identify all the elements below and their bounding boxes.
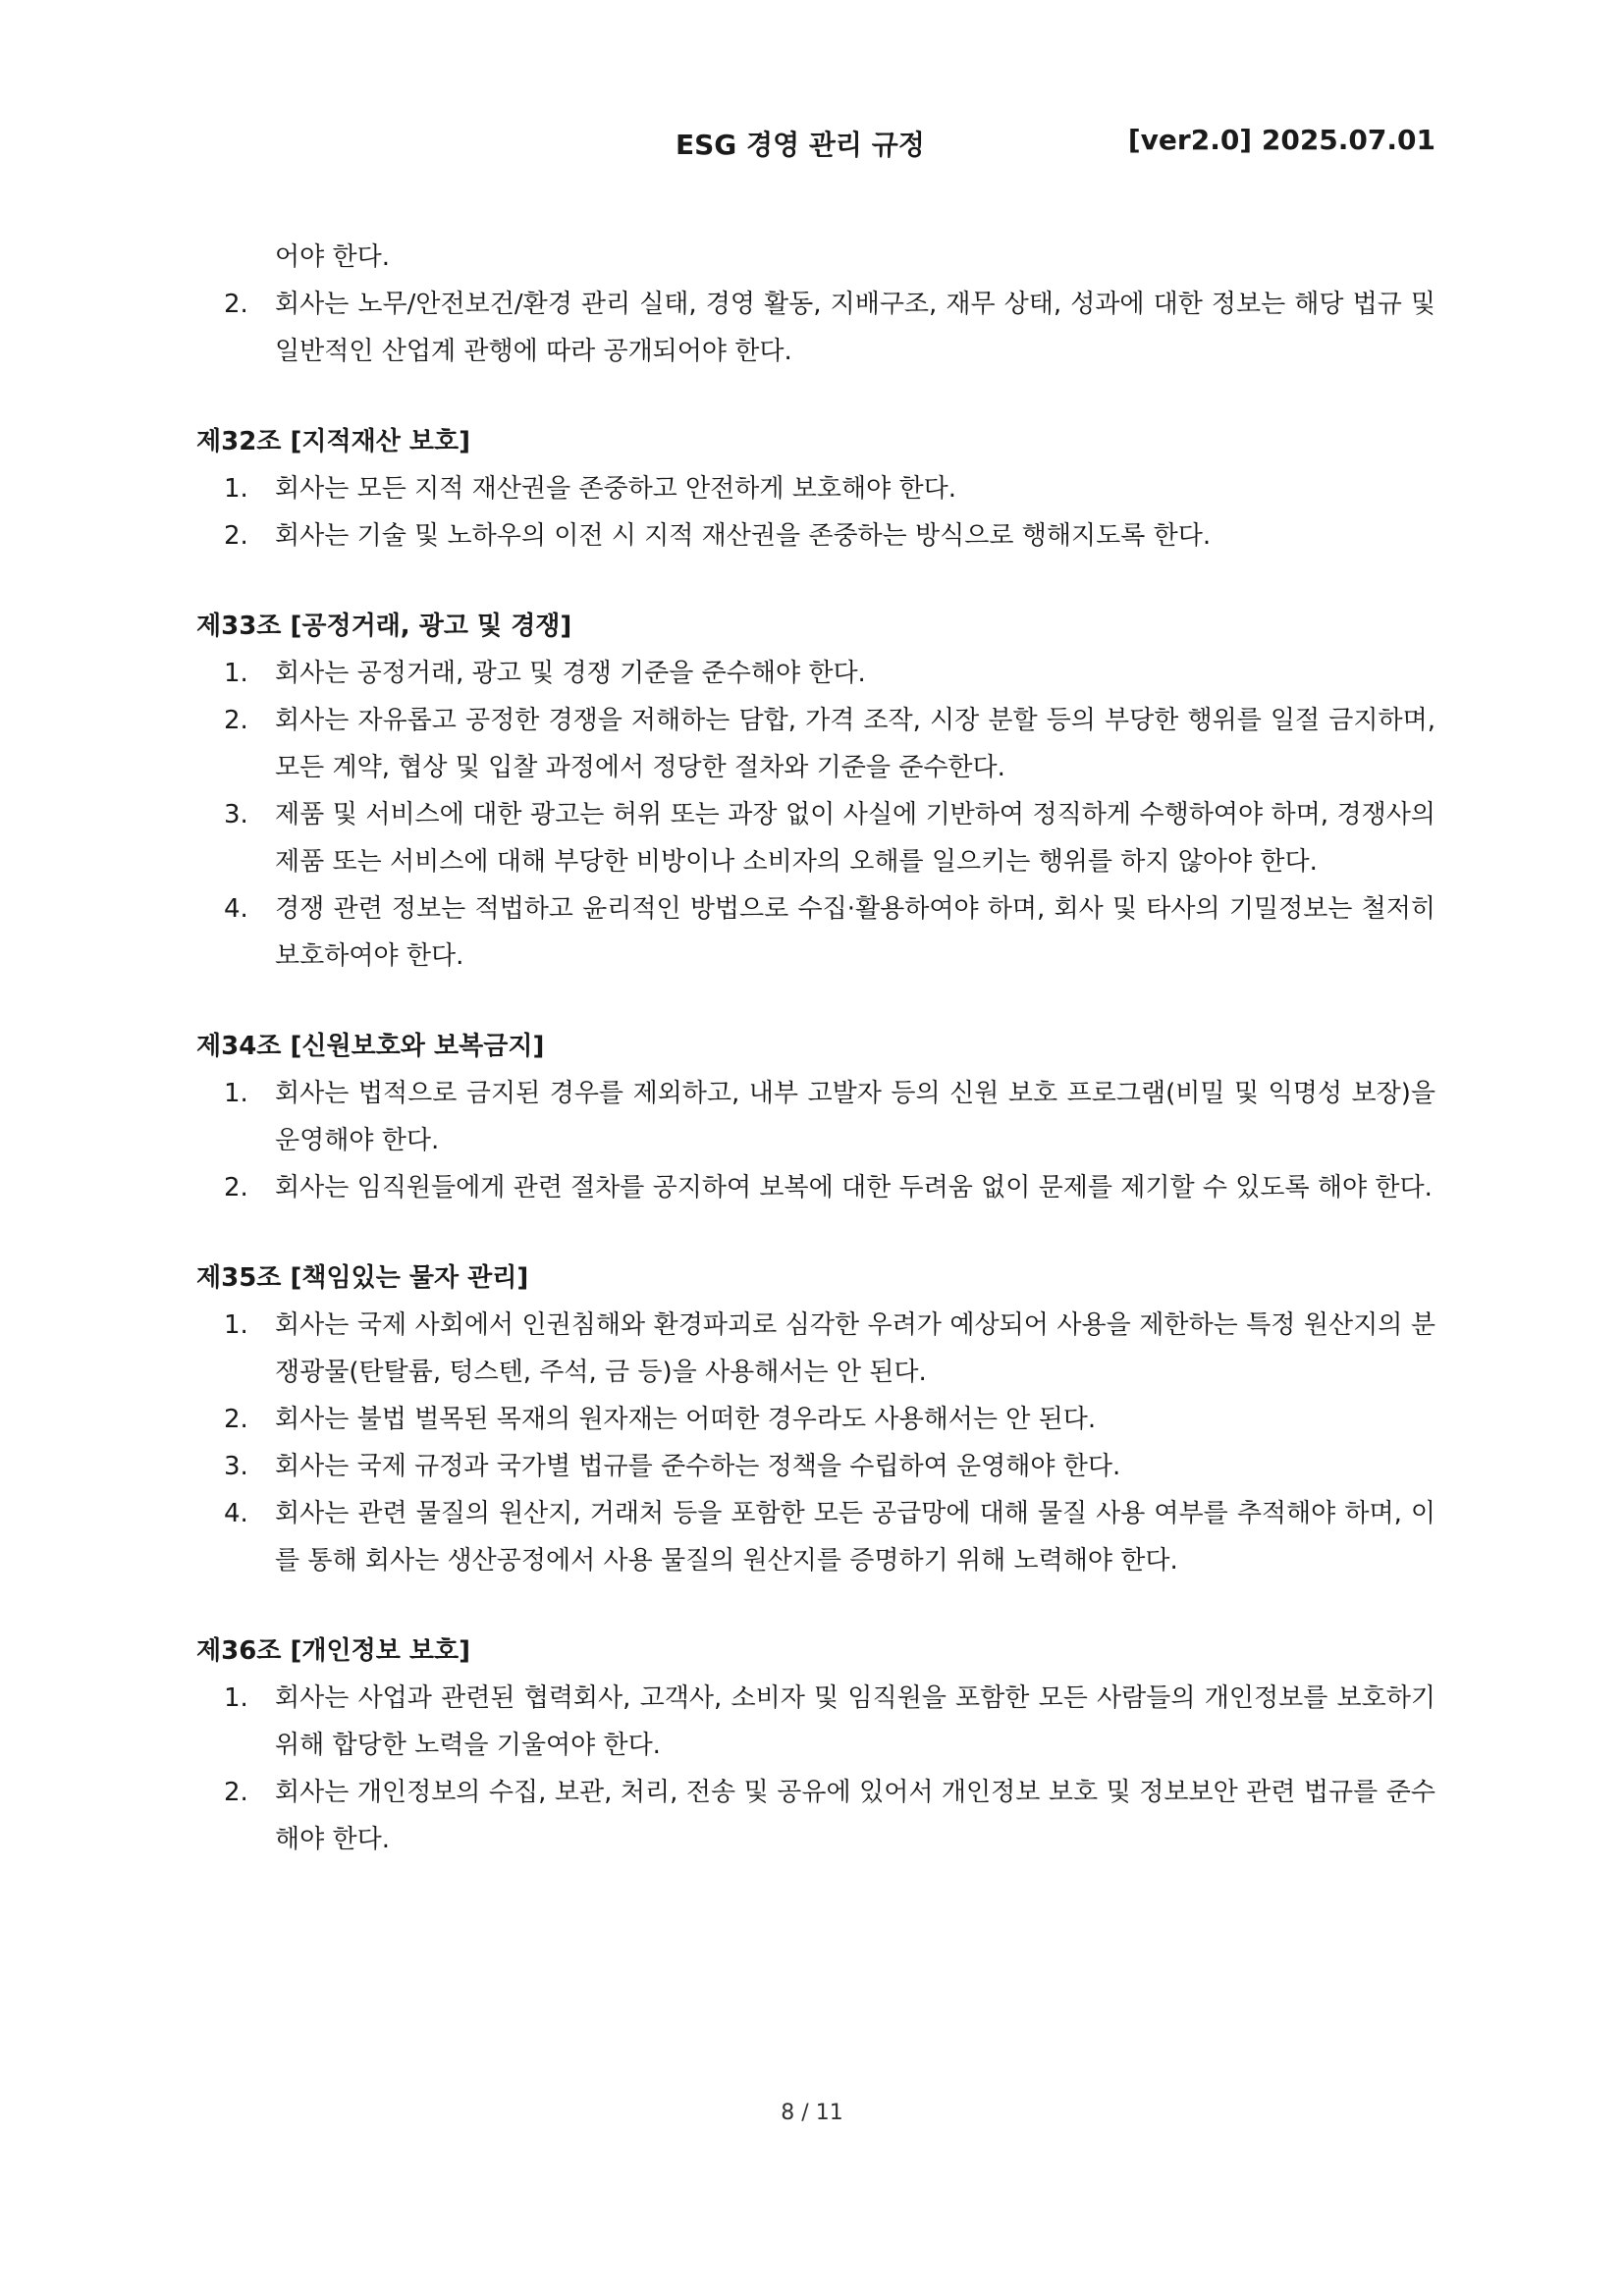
list-item — [196, 465, 1435, 512]
page-header — [196, 124, 1435, 163]
article-list — [196, 1675, 1435, 1863]
document-body — [196, 234, 1435, 1863]
article-33 — [196, 603, 1435, 980]
item-text: 회사는 관련 물질의 원산지, 거래처 등을 포함한 모든 공급망에 대해 물질 사용 여부를 추적해야 하며, 이를 통해 회사는 생산공정에서 사용 물질의 원산지를 증명하기 위해 노력해야 한다. — [275, 1499, 1435, 1575]
list-item — [196, 1396, 1435, 1443]
article-title: 제36조 [개인정보 보호] — [196, 1636, 470, 1666]
article-title: 제33조 [공정거래, 광고 및 경쟁] — [196, 612, 572, 641]
article-title: 제32조 [지적재산 보호] — [196, 427, 470, 456]
article-list — [196, 465, 1435, 560]
list-item — [196, 512, 1435, 560]
list-item — [196, 1443, 1435, 1490]
list-item — [196, 791, 1435, 885]
item-text: 회사는 국제 규정과 국가별 법규를 준수하는 정책을 수립하여 운영해야 한다. — [275, 1452, 1121, 1481]
continuation-list — [196, 281, 1435, 375]
item-text: 회사는 국제 사회에서 인권침해와 환경파괴로 심각한 우려가 예상되어 사용을 제한하는 특정 원산지의 분쟁광물(탄탈륨, 텅스텐, 주석, 금 등)을 사용해서는 안 된다. — [275, 1310, 1435, 1387]
item-number: 2. — [224, 290, 248, 319]
item-number: 2. — [224, 1778, 248, 1807]
list-item — [196, 1070, 1435, 1164]
list-item — [196, 281, 1435, 375]
list-item — [196, 1164, 1435, 1211]
item-number: 4. — [224, 894, 248, 924]
item-number: 3. — [224, 800, 248, 829]
item-number: 1. — [224, 1310, 248, 1340]
item-text: 회사는 모든 지적 재산권을 존중하고 안전하게 보호해야 한다. — [275, 474, 957, 504]
article-title: 제34조 [신원보호와 보복금지] — [196, 1032, 545, 1061]
list-item — [196, 1675, 1435, 1769]
list-item — [196, 1490, 1435, 1584]
article-36 — [196, 1628, 1435, 1863]
article-list — [196, 1070, 1435, 1211]
item-text: 제품 및 서비스에 대한 광고는 허위 또는 과장 없이 사실에 기반하여 정직하게 수행하여야 하며, 경쟁사의 제품 또는 서비스에 대해 부당한 비방이나 소비자의 오해를 일으키는 행위를 하지 않아야 한다. — [275, 800, 1435, 877]
list-item — [196, 650, 1435, 697]
item-text: 회사는 불법 벌목된 목재의 원자재는 어떠한 경우라도 사용해서는 안 된다. — [275, 1405, 1097, 1434]
item-number: 4. — [224, 1499, 248, 1528]
item-text: 회사는 개인정보의 수집, 보관, 처리, 전송 및 공유에 있어서 개인정보 보호 및 정보보안 관련 법규를 준수해야 한다. — [275, 1778, 1435, 1854]
item-text: 회사는 자유롭고 공정한 경쟁을 저해하는 담합, 가격 조작, 시장 분할 등의 부당한 행위를 일절 금지하며, 모든 계약, 협상 및 입찰 과정에서 정당한 절차와 기준을 준수한다. — [275, 706, 1435, 782]
item-text: 회사는 법적으로 금지된 경우를 제외하고, 내부 고발자 등의 신원 보호 프로그램(비밀 및 익명성 보장)을 운영해야 한다. — [275, 1079, 1435, 1155]
item-text: 회사는 공정거래, 광고 및 경쟁 기준을 준수해야 한다. — [275, 659, 866, 688]
article-35 — [196, 1255, 1435, 1584]
item-number: 1. — [224, 1683, 248, 1713]
list-item — [196, 697, 1435, 791]
page-number: 8 / 11 — [781, 2101, 843, 2125]
continuation-text: 어야 한다. — [275, 242, 390, 272]
article-34 — [196, 1023, 1435, 1211]
article-title: 제35조 [책임있는 물자 관리] — [196, 1263, 529, 1293]
item-number: 2. — [224, 1405, 248, 1434]
item-number: 1. — [224, 1079, 248, 1108]
item-text: 회사는 기술 및 노하우의 이전 시 지적 재산권을 존중하는 방식으로 행해지도록 한다. — [275, 521, 1212, 551]
item-number: 2. — [224, 1173, 248, 1202]
item-number: 3. — [224, 1452, 248, 1481]
article-list — [196, 650, 1435, 980]
list-item — [196, 885, 1435, 980]
item-text: 회사는 노무/안전보건/환경 관리 실태, 경영 활동, 지배구조, 재무 상태, 성과에 대한 정보는 해당 법규 및 일반적인 산업계 관행에 따라 공개되어야 한다. — [275, 290, 1435, 366]
item-text: 경쟁 관련 정보는 적법하고 윤리적인 방법으로 수집·활용하여야 하며, 회사 및 타사의 기밀정보는 철저히 보호하여야 한다. — [275, 894, 1435, 971]
document-version: [ver2.0] 2025.07.01 — [1127, 124, 1435, 156]
item-number: 1. — [224, 659, 248, 688]
document-title: ESG 경영 관리 규정 — [676, 129, 925, 161]
item-text: 회사는 임직원들에게 관련 절차를 공지하여 보복에 대한 두려움 없이 문제를 제기할 수 있도록 해야 한다. — [275, 1173, 1433, 1202]
item-number: 2. — [224, 706, 248, 735]
item-number: 2. — [224, 521, 248, 551]
article-list — [196, 1302, 1435, 1584]
list-item — [196, 1769, 1435, 1863]
item-text: 회사는 사업과 관련된 협력회사, 고객사, 소비자 및 임직원을 포함한 모든 사람들의 개인정보를 보호하기 위해 합당한 노력을 기울여야 한다. — [275, 1683, 1435, 1760]
item-number: 1. — [224, 474, 248, 504]
list-item — [196, 1302, 1435, 1396]
article-32 — [196, 418, 1435, 560]
